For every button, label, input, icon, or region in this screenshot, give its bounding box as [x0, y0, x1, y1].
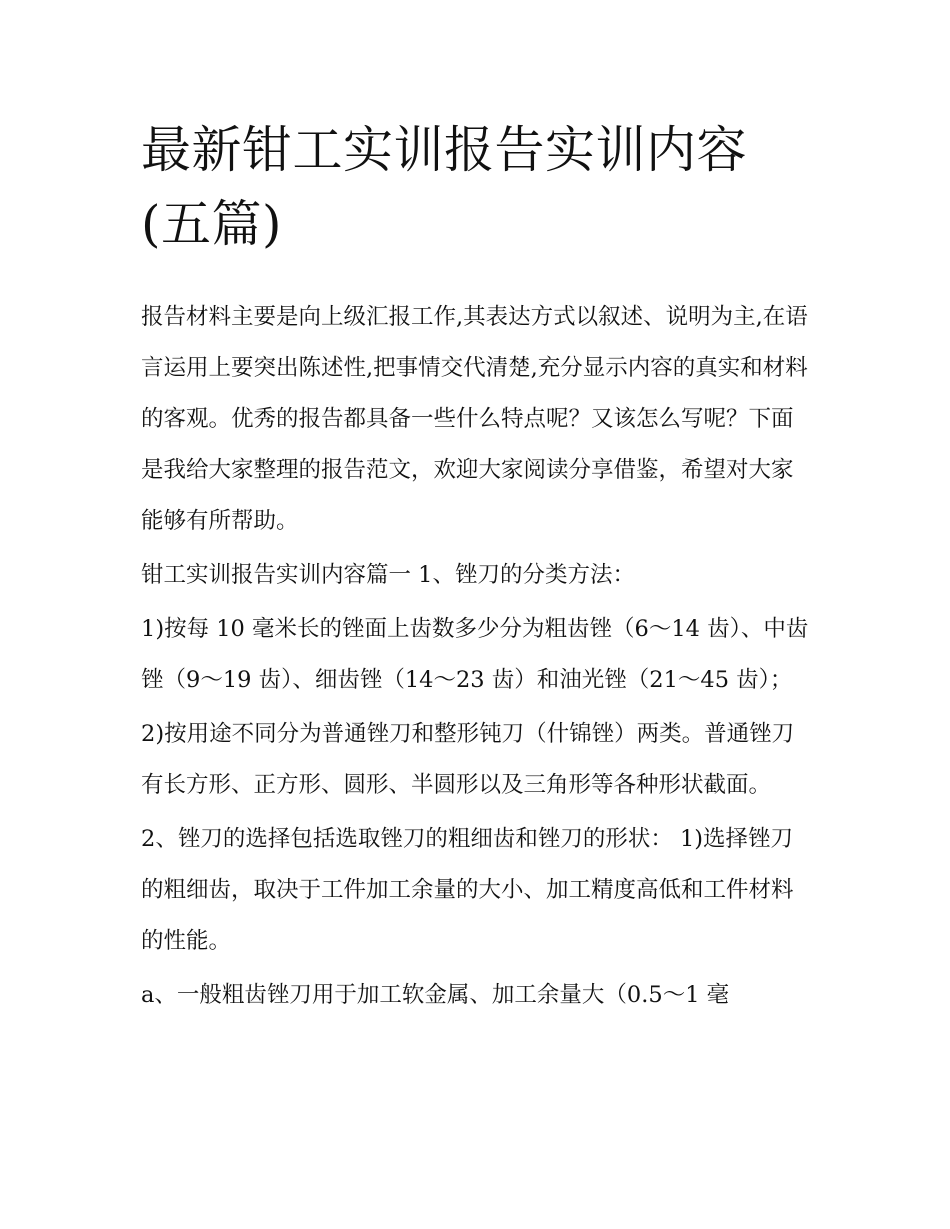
document-body: [141, 292, 813, 1021]
document-page: [141, 113, 813, 1024]
intro-paragraph: 报告材料主要是向上级汇报工作,其表达方式以叙述、说明为主,在语言运用上要突出陈述性,把事情交代清楚,充分显示内容的真实和材料的客观。优秀的报告都具备一些什么特点呢？又该怎么写呢？下面是我给大家整理的报告范文，欢迎大家阅读分享借鉴，希望对大家能够有所帮助。: [141, 304, 808, 534]
file-usage-classification-paragraph: 2)按用途不同分为普通锉刀和整形钝刀（什锦锉）两类。普通锉刀有长方形、正方形、圆形、半圆形以及三角形等各种形状截面。: [141, 721, 795, 798]
document-title: 最新钳工实训报告实训内容(五篇): [141, 121, 747, 253]
coarse-file-paragraph: a、一般粗齿锉刀用于加工软金属、加工余量大（0.5～1 毫: [141, 982, 730, 1008]
file-selection-paragraph: 2、锉刀的选择包括选取锉刀的粗细齿和锉刀的形状： 1)选择锉刀的粗细齿，取决于工件加工余量的大小、加工精度高低和工件材料的性能。: [141, 826, 794, 954]
file-tooth-classification-paragraph: 1)按每 10 毫米长的锉面上齿数多少分为粗齿锉（6～14 齿）、中齿锉（9～19 齿）、细齿锉（14～23 齿）和油光锉（21～45 齿）；: [141, 616, 809, 693]
section-heading-paragraph: 钳工实训报告实训内容篇一 1、锉刀的分类方法：: [141, 562, 635, 588]
